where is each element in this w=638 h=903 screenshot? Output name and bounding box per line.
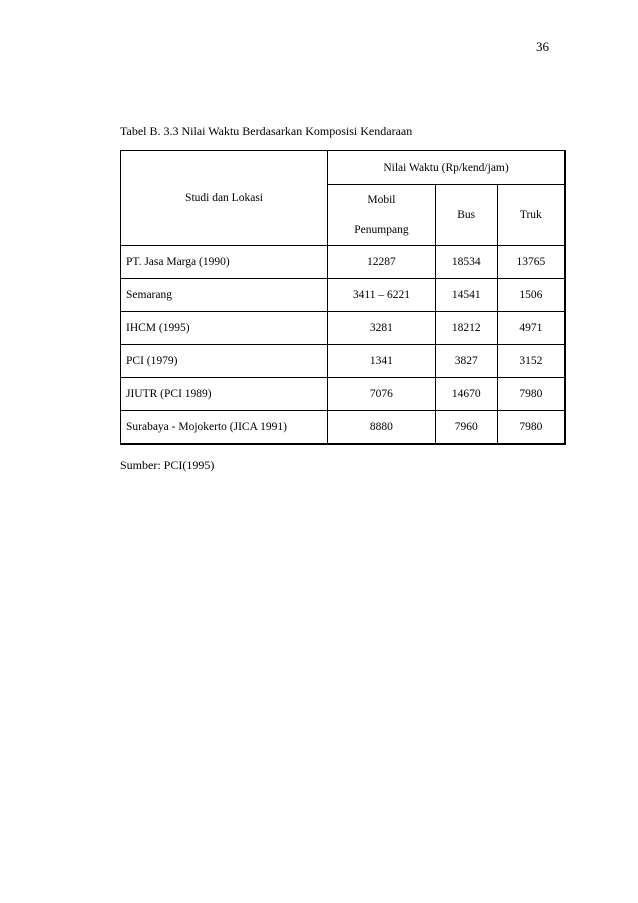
table-source: Sumber: PCI(1995) (120, 458, 215, 472)
row-mobil: 8880 (328, 411, 436, 445)
row-bus: 14541 (435, 279, 497, 312)
row-study: IHCM (1995) (121, 312, 328, 345)
row-study: PCI (1979) (121, 345, 328, 378)
value-of-time-table (120, 150, 566, 445)
header-value-of-time: Nilai Waktu (Rp/kend/jam) (328, 151, 565, 185)
header-mobil-line1: Mobil (367, 194, 396, 206)
table-caption: Tabel B. 3.3 Nilai Waktu Berdasarkan Komposisi Kendaraan (120, 124, 413, 138)
row-bus: 18534 (435, 246, 497, 279)
header-truk: Truk (497, 185, 565, 246)
table-row (121, 345, 566, 378)
header-study-location: Studi dan Lokasi (121, 151, 328, 246)
row-study: Semarang (121, 279, 328, 312)
row-mobil: 12287 (328, 246, 436, 279)
page-number: 36 (536, 39, 549, 54)
row-bus: 14670 (435, 378, 497, 411)
header-mobil-line2: Penumpang (354, 224, 409, 236)
row-truk: 4971 (497, 312, 565, 345)
table-row (121, 411, 566, 445)
row-mobil: 1341 (328, 345, 436, 378)
table-row (121, 246, 566, 279)
row-bus: 7960 (435, 411, 497, 445)
table-header-row-1 (121, 151, 566, 185)
row-truk: 7980 (497, 378, 565, 411)
row-mobil: 3411 – 6221 (328, 279, 436, 312)
row-truk: 13765 (497, 246, 565, 279)
row-study: Surabaya - Mojokerto (JICA 1991) (121, 411, 328, 445)
row-mobil: 7076 (328, 378, 436, 411)
table-row (121, 279, 566, 312)
row-study: PT. Jasa Marga (1990) (121, 246, 328, 279)
table-row (121, 378, 566, 411)
header-mobil-penumpang (328, 185, 436, 246)
row-truk: 1506 (497, 279, 565, 312)
row-mobil: 3281 (328, 312, 436, 345)
row-bus: 3827 (435, 345, 497, 378)
header-bus: Bus (435, 185, 497, 246)
row-truk: 7980 (497, 411, 565, 445)
row-truk: 3152 (497, 345, 565, 378)
row-bus: 18212 (435, 312, 497, 345)
table-row (121, 312, 566, 345)
row-study: JIUTR (PCI 1989) (121, 378, 328, 411)
